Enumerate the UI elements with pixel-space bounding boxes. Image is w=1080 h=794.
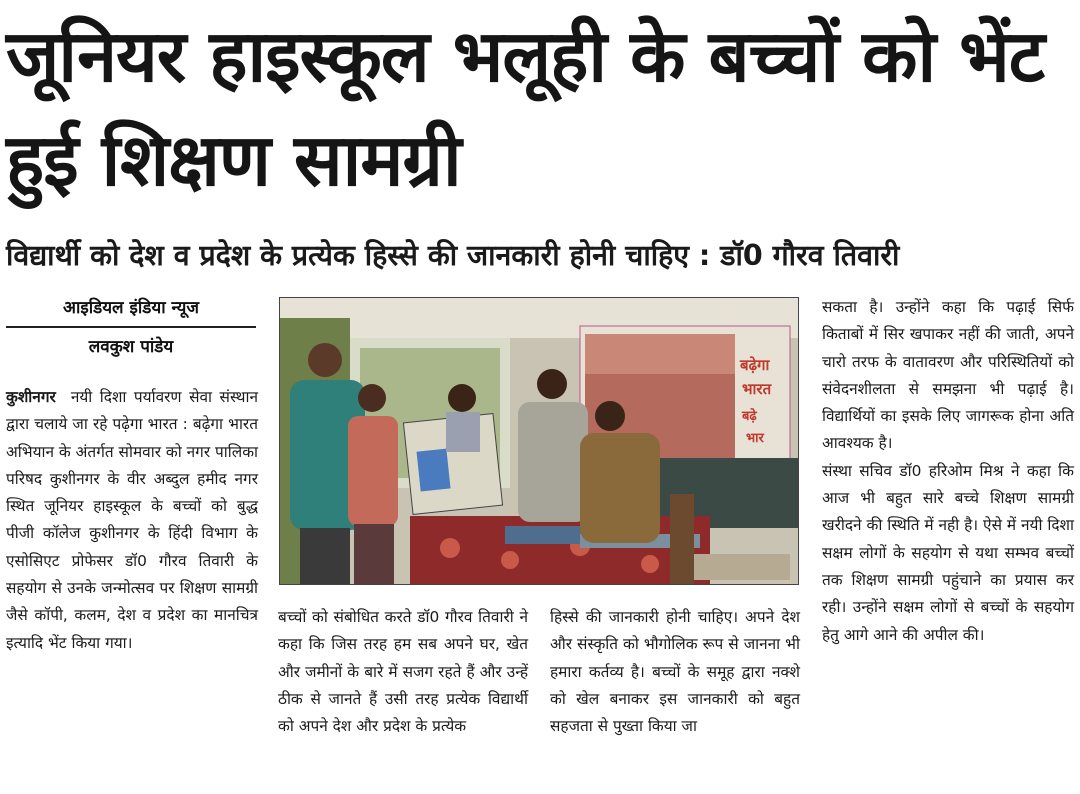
- article-column-4: [822, 294, 1074, 649]
- banner-text-4: भार: [746, 431, 764, 446]
- banner-text-1: बढ़ेगा: [740, 356, 770, 374]
- dateline: कुशीनगर: [6, 388, 56, 406]
- byline-source: आइडियल इंडिया न्यूज: [62, 298, 200, 318]
- article-para-3: हिस्से की जानकारी होनी चाहिए। अपने देश और संस्कृति को भौगोलिक रूप से जानना भी हमारा कर्तव्य है। बच्चों के समूह द्वारा नक्शे को खेल बनाकर इस जानकारी को बहुत सहजता से पुख्ता किया जा: [550, 608, 800, 736]
- banner-text-3: बढ़े: [742, 409, 757, 424]
- byline-divider: [6, 326, 256, 328]
- article-para-2: बच्चों को संबोधित करते डॉ0 गौरव तिवारी ने कहा कि जिस तरह हम सब अपने घर, खेत और जमीनों के बारे में सजग रहते हैं और उन्हें ठीक से जानते हैं उसी तरह प्रत्येक विद्यार्थी को अपने देश और प्रदेश के प्रत्येक: [278, 608, 528, 736]
- photo-illustration: [280, 298, 799, 585]
- byline: [6, 294, 256, 360]
- article-column-1: [6, 384, 258, 657]
- article-para-1: नयी दिशा पर्यावरण सेवा संस्थान द्वारा चलाये जा रहे पढ़ेगा भारत : बढ़ेगा भारत अभियान के अंतर्गत सोमवार को नगर पालिका परिषद कुशीनगर के वीर अब्दुल हमीद नगर स्थित जूनियर हाइस्कूल के बच्चों को बुद्ध पीजी कॉलेज कुशीनगर के हिंदी विभाग के एसोसिएट प्रोफेसर डॉ0 गौरव तिवारी के सहयोग से उनके जन्मोत्सव पर शिक्षण सामग्री जैसे कॉपी, कलम, देश व प्रदेश का मानचित्र इत्यादि भेंट किया गया।: [6, 388, 258, 652]
- article-para-4: सकता है। उन्होंने कहा कि पढ़ाई सिर्फ किताबों में सिर खपाकर नहीं की जाती, अपने चारो तरफ के वातावरण और परिस्थितियों को संवेदनशीलता से समझना भी पढ़ाई है। विद्यार्थियों का इसके लिए जागरूक होना अति आवश्यक है।: [822, 298, 1074, 453]
- article-column-2: [278, 604, 528, 740]
- byline-author: लवकुश पांडेय: [88, 337, 174, 357]
- banner-text-2: भारत: [742, 380, 772, 398]
- news-photo: [279, 297, 799, 585]
- article-column-3: [550, 604, 800, 740]
- article-para-5: संस्था सचिव डॉ0 हरिओम मिश्र ने कहा कि आज भी बहुत सारे बच्चे शिक्षण सामग्री खरीदने की स्थिति में नही है। ऐसे में नयी दिशा सक्षम लोगों के सहयोग से यथा सम्भव बच्चों तक शिक्षण सामग्री पहुंचाने का प्रयास कर रही। उन्होंने सक्षम लोगों से बच्चों के सहयोग हेतु आगे आने की अपील की।: [822, 461, 1074, 644]
- subheadline: विद्यार्थी को देश व प्रदेश के प्रत्येक हिस्से की जानकारी होनी चाहिए : डॉ0 गौरव तिवारी: [6, 239, 900, 272]
- headline: जूनियर हाइस्कूल भलूही के बच्चों को भेंट हुई शिक्षण सामग्री: [6, 14, 1045, 202]
